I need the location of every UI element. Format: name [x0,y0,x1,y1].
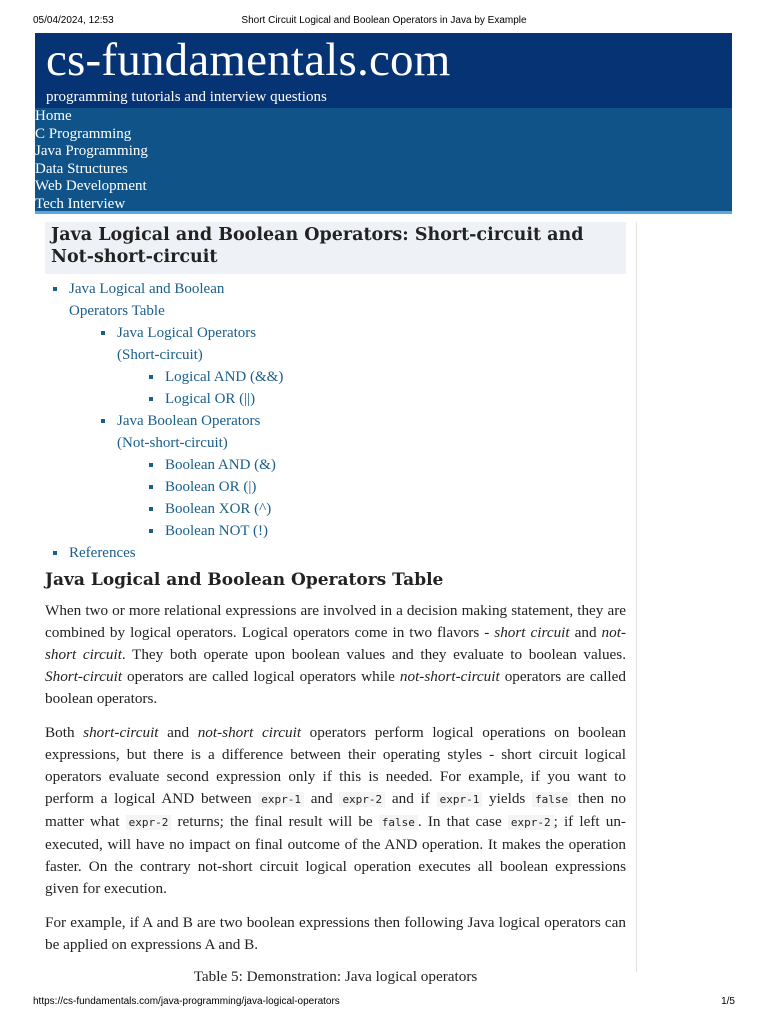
toc-item [45,542,626,564]
toc-item [141,388,626,410]
emphasis: short circuit [494,624,570,641]
toc-item [93,410,626,542]
toc-item [45,278,626,542]
toc-link-boolean-xor[interactable]: Boolean XOR (^) [165,501,272,517]
toc-link-logical-or[interactable]: Logical OR (||) [165,391,256,407]
text: and [304,790,340,807]
table-caption: Table 5: Demonstration: Java logical operators [193,968,478,985]
emphasis: Short-circuit [45,668,123,685]
toc-link-boolean-not[interactable]: Boolean NOT (!) [165,523,269,539]
section-heading: Java Logical and Boolean Operators Table [45,570,444,590]
bullet-icon [101,419,105,423]
site-tagline: programming tutorials and interview questions [46,89,327,105]
nav-web-development[interactable]: Web Development [35,178,147,194]
bullet-icon [149,507,153,511]
text: . In that case [417,813,508,830]
bullet-icon [53,287,57,291]
inline-code: expr-1 [258,792,304,807]
main-nav [35,108,732,214]
text: and if [385,790,437,807]
article-title: Java Logical and Boolean Operators: Short-circuit and Not-short-circuit [45,222,626,274]
nav-home[interactable]: Home [35,108,72,124]
bullet-icon [149,375,153,379]
emphasis: short-circuit [83,724,159,741]
print-page-number: 1/5 [721,996,735,1007]
text: and [158,724,198,741]
toc-link-logical-and[interactable]: Logical AND (&&) [165,369,284,385]
article [45,222,626,986]
site-name[interactable]: cs-fundamentals.com [46,34,451,86]
text: returns; the final result will be [171,813,379,830]
toc-link-operators-table[interactable]: Java Logical and Boolean Operators Table [69,281,225,319]
inline-code: expr-2 [339,792,385,807]
toc-item [141,498,626,520]
table-of-contents [45,278,626,564]
text: . They both operate upon boolean values and they evaluate to boolean values. [121,646,626,663]
print-url: https://cs-fundamentals.com/java-programming/java-logical-operators [33,996,340,1007]
paragraph-example: For example, if A and B are two boolean expressions then following Java logical operators can be applied on expressions A and B. [45,914,626,953]
sidebar-divider [636,222,637,972]
nav-c-programming[interactable]: C Programming [35,125,132,142]
toc-link-references[interactable]: References [69,545,136,561]
emphasis: not-short-circuit [399,668,500,685]
toc-link-boolean-and[interactable]: Boolean AND (&) [165,457,276,473]
print-page-title: Short Circuit Logical and Boolean Operators in Java by Example [241,15,527,26]
bullet-icon [149,485,153,489]
print-datetime: 05/04/2024, 12:53 [33,15,114,26]
text: Both [45,724,84,741]
bullet-icon [149,463,153,467]
toc-item [141,366,626,388]
text: operators perform logical operations on boolean expressions, but there is a difference between their operating styles - short circuit logical operators evaluate second expression only if this is needed. For example, if you want to perform a logical AND between [45,724,627,807]
toc-item [141,476,626,498]
nav-data-structures[interactable]: Data Structures [35,160,128,177]
text: operators are called logical operators while [122,668,400,685]
toc-link-logical-operators[interactable]: Java Logical Operators (Short-circuit) [117,325,257,363]
bullet-icon [149,529,153,533]
bullet-icon [149,397,153,401]
text: and [569,624,602,641]
text: ; if left un-executed, will have no impact on final outcome of the AND operation. It makes the operation faster. On the contrary not-short circuit logical operation executes all boolean expressions given for execution. [45,813,626,897]
bullet-icon [53,551,57,555]
paragraph-intro [45,600,626,710]
inline-code: expr-1 [437,792,483,807]
toc-item [141,520,626,542]
emphasis: not-short circuit [45,624,626,663]
paragraph-difference [45,722,626,900]
nav-tech-interview[interactable]: Tech Interview [35,195,126,212]
toc-item [93,322,626,410]
inline-code: expr-2 [508,815,554,830]
text: then no matter what [45,790,626,830]
toc-link-boolean-operators[interactable]: Java Boolean Operators (Not-short-circuit) [117,413,261,451]
inline-code: expr-2 [126,815,172,830]
text: yields [482,790,533,807]
nav-java-programming[interactable]: Java Programming [35,143,148,159]
inline-code: false [532,792,571,807]
inline-code: false [379,815,418,830]
toc-item [141,454,626,476]
print-header [33,15,735,29]
toc-link-boolean-or[interactable]: Boolean OR (|) [165,479,257,495]
site-banner [35,33,732,108]
emphasis: not-short circuit [197,724,302,741]
text: When two or more relational expressions are involved in a decision making statement, they are combined by logical operators. Logical operators come in two flavors - [45,602,626,641]
print-footer [33,996,735,1010]
bullet-icon [101,331,105,335]
text: operators are called boolean operators. [45,668,626,707]
